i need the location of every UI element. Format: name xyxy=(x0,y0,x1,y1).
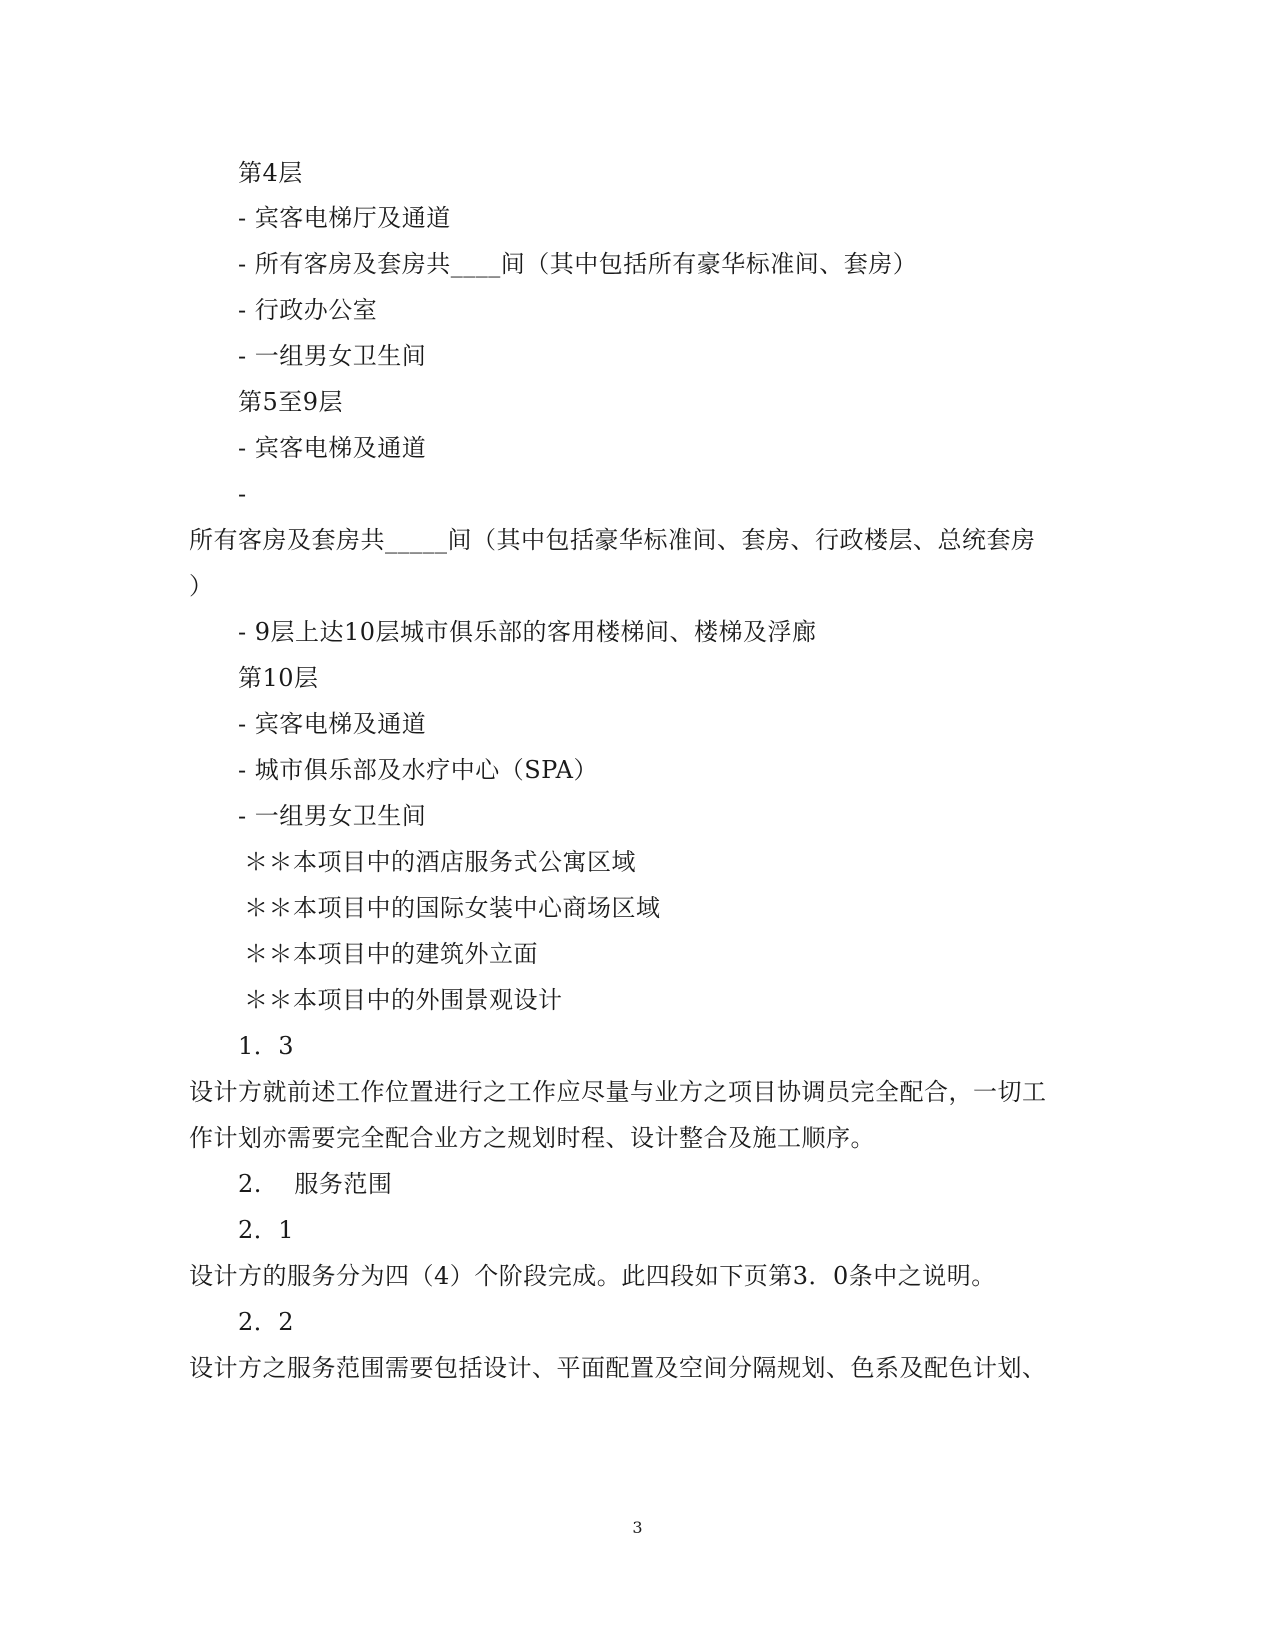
list-item: - 宾客电梯及通道 xyxy=(238,434,427,462)
scope-item: ＊＊本项目中的外围景观设计 xyxy=(244,986,563,1014)
list-item: - 行政办公室 xyxy=(238,296,378,324)
paragraph-line: 作计划亦需要完全配合业方之规划时程、设计整合及施工顺序。 xyxy=(189,1124,875,1152)
list-item: - 城市俱乐部及水疗中心（SPA） xyxy=(238,756,598,784)
list-item: - 一组男女卫生间 xyxy=(238,342,427,370)
scope-item: ＊＊本项目中的国际女装中心商场区域 xyxy=(244,894,661,922)
list-item-dash: - xyxy=(238,480,247,508)
floor-4-heading: 第4层 xyxy=(238,159,303,187)
paragraph-line: 所有客房及套房共_____间（其中包括豪华标准间、套房、行政楼层、总统套房 xyxy=(189,526,1036,554)
floor-5-9-heading: 第5至9层 xyxy=(238,388,344,416)
paragraph-line: 设计方就前述工作位置进行之工作应尽量与业方之项目协调员完全配合，一切工 xyxy=(189,1078,1047,1106)
section-number: 1．3 xyxy=(238,1032,295,1060)
list-item: - 9层上达10层城市俱乐部的客用楼梯间、楼梯及浮廊 xyxy=(238,618,817,646)
paragraph-line: ） xyxy=(189,572,214,600)
section-number: 2．1 xyxy=(238,1216,295,1244)
section-heading: 2. 服务范围 xyxy=(238,1170,393,1198)
list-item: - 所有客房及套房共____间（其中包括所有豪华标准间、套房） xyxy=(238,250,918,278)
page-number: 3 xyxy=(632,1518,643,1537)
section-number: 2．2 xyxy=(238,1308,295,1336)
paragraph-line: 设计方之服务范围需要包括设计、平面配置及空间分隔规划、色系及配色计划、 xyxy=(189,1354,1047,1382)
paragraph-line: 设计方的服务分为四（4）个阶段完成。此四段如下页第3．0条中之说明。 xyxy=(189,1262,996,1290)
list-item: - 宾客电梯及通道 xyxy=(238,710,427,738)
scope-item: ＊＊本项目中的建筑外立面 xyxy=(244,940,538,968)
scope-item: ＊＊本项目中的酒店服务式公寓区域 xyxy=(244,848,636,876)
floor-10-heading: 第10层 xyxy=(238,664,319,692)
list-item: - 宾客电梯厅及通道 xyxy=(238,204,451,232)
list-item: - 一组男女卫生间 xyxy=(238,802,427,830)
